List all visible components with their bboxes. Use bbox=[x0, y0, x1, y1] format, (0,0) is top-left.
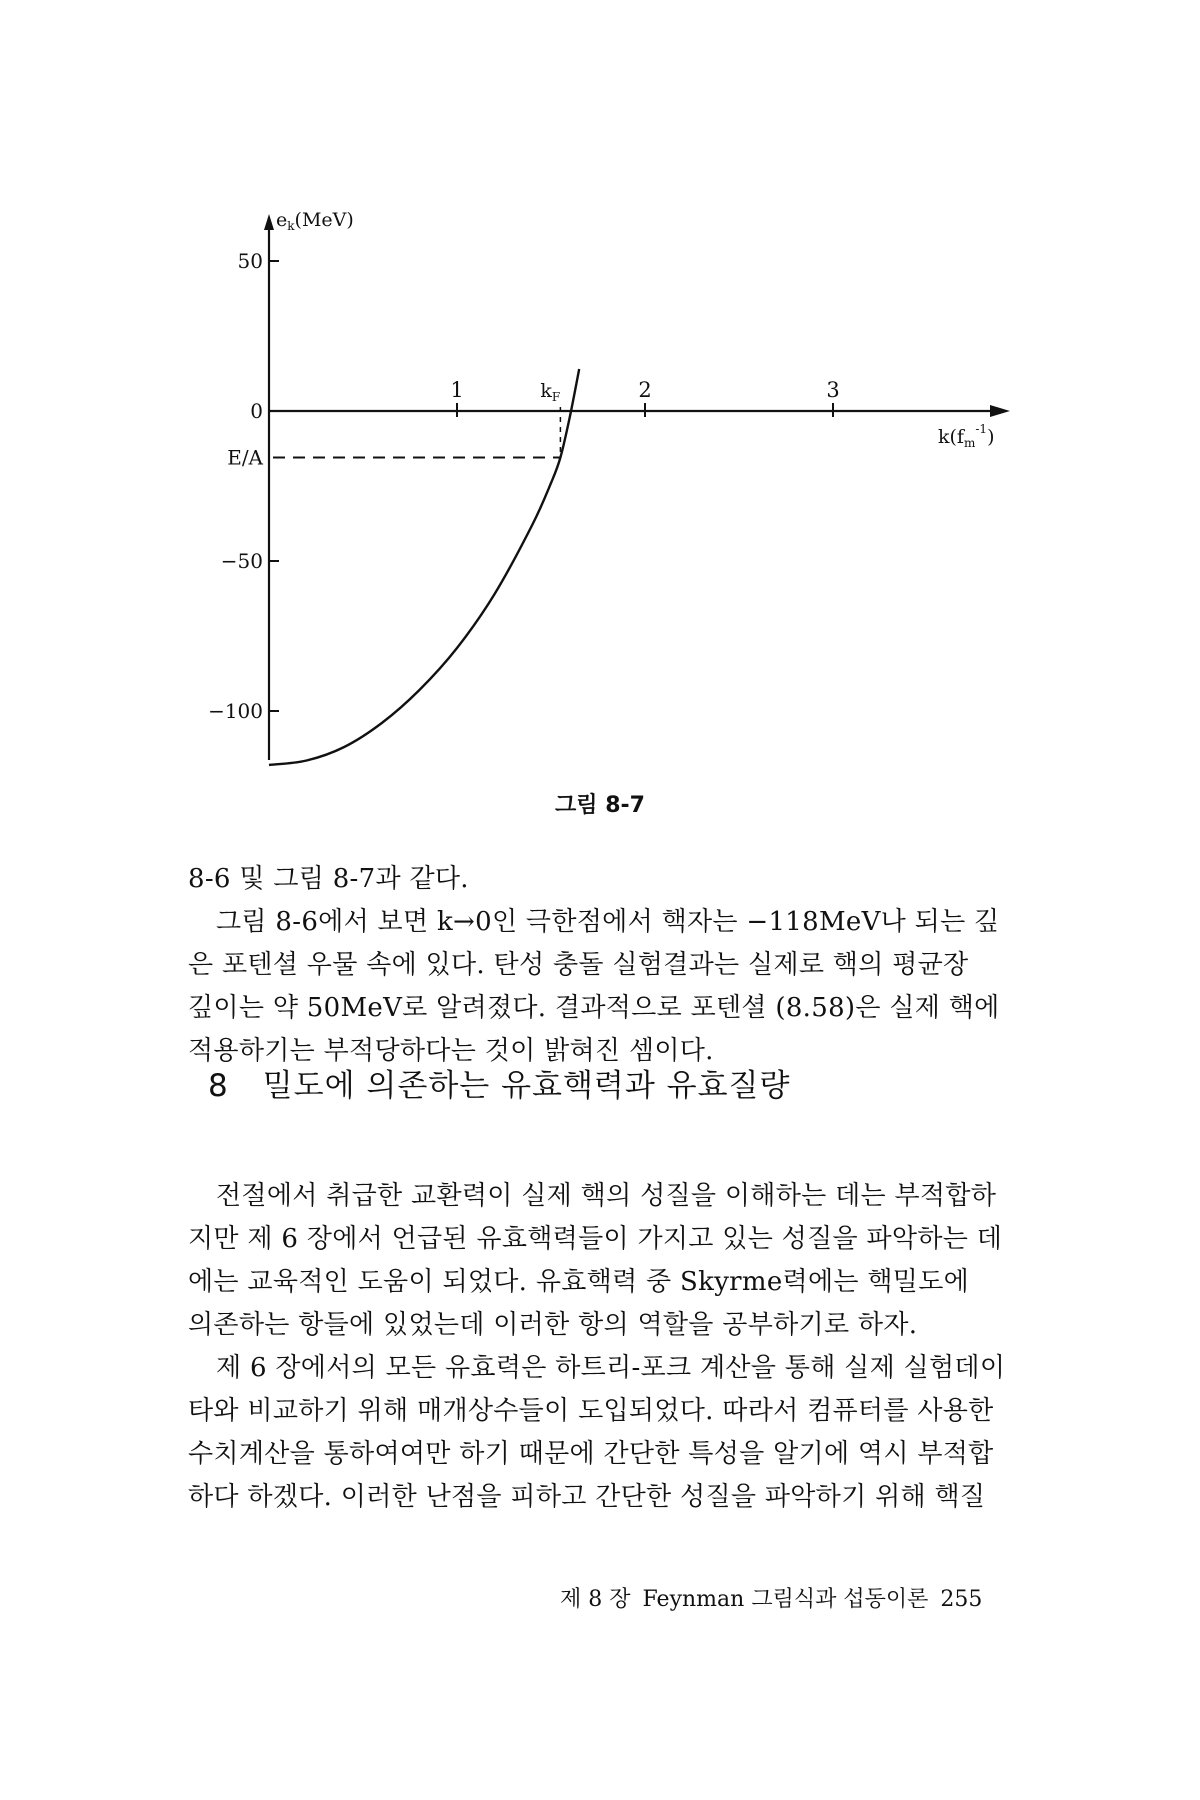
x-tick-label-1: 2 bbox=[638, 378, 652, 402]
paragraph-1-line-1: 8-6 및 그림 8-7과 같다. bbox=[188, 864, 469, 894]
paragraph-1 bbox=[188, 858, 1048, 1073]
y-axis-arrow bbox=[264, 214, 274, 230]
paragraph-2-line-3: 에는 교육적인 도움이 되었다. 유효핵력 중 Skyrme력에는 핵밀도에 bbox=[188, 1267, 970, 1297]
y-tick-label-1: 0 bbox=[250, 399, 263, 423]
paragraph-1-line-2: 그림 8-6에서 보면 k→0인 극한점에서 핵자는 −118MeV나 되는 깊 bbox=[216, 907, 1000, 937]
kf-label: $k_F$ bbox=[540, 380, 561, 404]
ea-label: E/A bbox=[227, 445, 263, 470]
paragraph-2-line-5: 제 6 장에서의 모든 유효력은 하트리-포크 계산을 통해 실제 실험데이 bbox=[216, 1353, 1006, 1383]
paragraph-2-line-4: 의존하는 항들에 있었는데 이러한 항의 역할을 공부하기로 하자. bbox=[188, 1310, 918, 1340]
paragraph-2-line-2: 지만 제 6 장에서 언급된 유효핵력들이 가지고 있는 성질을 파악하는 데 bbox=[188, 1224, 1003, 1254]
paragraph-2-line-6: 타와 비교하기 위해 매개상수들이 도입되었다. 따라서 컴퓨터를 사용한 bbox=[188, 1396, 994, 1426]
paragraph-2-line-1: 전절에서 취급한 교환력이 실제 핵의 성질을 이해하는 데는 부적합하 bbox=[216, 1181, 997, 1211]
x-tick-label-0: 1 bbox=[450, 378, 464, 402]
paragraph-2-line-8: 하다 하겠다. 이러한 난점을 피하고 간단한 성질을 파악하기 위해 핵질 bbox=[188, 1482, 986, 1512]
energy-curve bbox=[269, 369, 579, 765]
page-footer bbox=[560, 1582, 994, 1613]
paragraph-2-line-7: 수치계산을 통하여여만 하기 때문에 간단한 특성을 알기에 역시 부적합 bbox=[188, 1439, 994, 1469]
paragraph-1-line-3: 은 포텐셜 우물 속에 있다. 탄성 충돌 실험결과는 실제로 핵의 평균장 bbox=[188, 950, 969, 980]
section-heading bbox=[208, 1060, 790, 1105]
y-tick-label-3: −100 bbox=[208, 699, 263, 723]
y-tick-label-2: −50 bbox=[220, 549, 263, 573]
paragraph-1-line-5: 적용하기는 부적당하다는 것이 밝혀진 셈이다. bbox=[188, 1036, 714, 1066]
figure-caption: 그림 8-7 bbox=[555, 793, 645, 818]
figure-8-7 bbox=[0, 0, 1200, 780]
page-number: 255 bbox=[940, 1587, 983, 1612]
footer-chapter: 제 8 장 bbox=[560, 1587, 631, 1612]
paragraph-2 bbox=[188, 1175, 1048, 1519]
y-tick-label-0: 50 bbox=[237, 249, 263, 273]
section-number: 8 bbox=[208, 1068, 229, 1104]
x-axis-label: $k(f_m^{-1})$ bbox=[938, 422, 995, 450]
x-axis-arrow bbox=[990, 405, 1010, 417]
y-axis-label: $e_k(MeV)$ bbox=[276, 209, 354, 233]
section-title: 밀도에 의존하는 유효핵력과 유효질량 bbox=[262, 1068, 791, 1104]
paragraph-1-line-4: 깊이는 약 50MeV로 알려졌다. 결과적으로 포텐셜 (8.58)은 실제 핵에 bbox=[188, 993, 1000, 1023]
footer-title: Feynman 그림식과 섭동이론 bbox=[642, 1587, 929, 1612]
x-tick-label-2: 3 bbox=[826, 378, 840, 402]
